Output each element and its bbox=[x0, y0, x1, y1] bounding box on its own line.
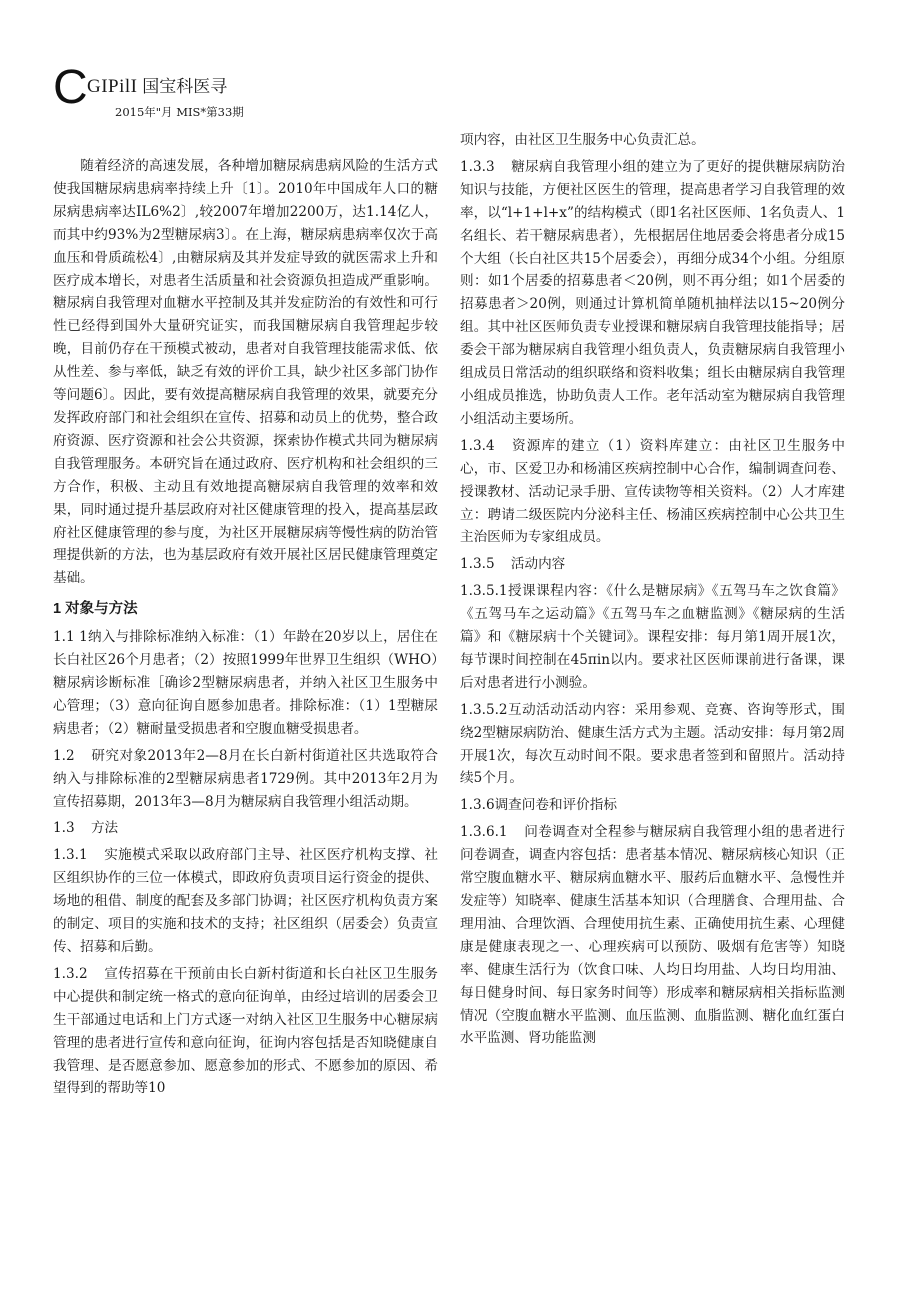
section-number: 1.3.4 bbox=[460, 437, 495, 454]
subsection-title-activity bbox=[460, 553, 845, 576]
journal-name-cn: 国宝科医寻 bbox=[142, 77, 228, 96]
section-number: 1.3.1 bbox=[53, 847, 88, 864]
paragraph-text: 资源库的建立（1）资料库建立：由社区卫生服务中心，市、区爱卫办和杨浦区疾病控制中心合作，编制调查问卷、授课教材、活动记录手册、宣传读物等相关资料。（2）人才库建立：聘请二级医院内分泌科主任、杨浦区疾病控制中心公共卫生主治医师为专家组成员。 bbox=[460, 437, 845, 546]
section-number: 1.3.5 bbox=[460, 556, 495, 573]
paragraph-text: 宣传招募在干预前由长白新村街道和长白社区卫生服务中心提供和制定统一格式的意向征询单，由经过培训的居委会卫生干部通过电话和上门方式逐一对纳入社区卫生服务中心糖尿病管理的患者进行宣传和意向征询，征询内容包括是否知晓健康自我管理、是否愿意参加、愿意参加的形式、不愿参加的原因、希望得到的帮助等10 bbox=[53, 965, 438, 1097]
paragraph-continuation: 项内容，由社区卫生服务中心负责汇总。 bbox=[460, 132, 705, 148]
journal-logo-letter: C bbox=[53, 61, 86, 114]
issue-info: 2015年"月 MIS*第33期 bbox=[115, 105, 244, 119]
subsection-title-survey: 1.3.6调查问卷和评价指标 bbox=[460, 797, 617, 814]
paragraph-1-3-3 bbox=[460, 156, 845, 431]
section-number: 1.3 bbox=[53, 820, 75, 837]
right-column bbox=[460, 129, 845, 1054]
subsection-title-text: 方法 bbox=[90, 820, 119, 837]
paragraph-1-3-1 bbox=[53, 844, 438, 959]
paragraph-1-3-5-2: 1.3.5.2互动活动活动内容：采用参观、竞赛、咨询等形式，围绕2型糖尿病防治、健康生活方式为主题。活动安排：每月第2周开展1次，每次互动时间不限。要求患者签到和留照片。活动持续5个月。 bbox=[460, 701, 845, 787]
left-column bbox=[53, 155, 438, 1104]
paragraph-text: 研究对象2013年2—8月在长白新村街道社区共选取符合纳入与排除标准的2型糖尿病患者1729例。其中2013年2月为宣传招募期，2013年3—8月为糖尿病自我管理小组活动期。 bbox=[53, 747, 438, 810]
journal-name-latin: GIPilI bbox=[87, 76, 138, 97]
section-number: 1.2 bbox=[53, 747, 75, 764]
section-number: 1.3.3 bbox=[460, 158, 495, 175]
journal-header bbox=[53, 61, 453, 128]
subsection-title-text: 活动内容 bbox=[510, 556, 566, 573]
paragraph-1-2 bbox=[53, 745, 438, 814]
paragraph-1-1-1: 1.1 1纳入与排除标准纳入标准：（1）年龄在20岁以上，居住在长白社区26个月患者；（2）按照1999年世界卫生组织（WHO）糖尿病诊断标准［确诊2型糖尿病患者，并纳入社区卫生服务中心管理；（3）意向征询自愿参加患者。排除标准：（1）1型糖尿病患者；（2）糖耐量受损患者和空腹血糖受损患者。 bbox=[53, 629, 438, 737]
section-number: 1.3.6.1 bbox=[460, 824, 508, 841]
paragraph-text: 糖尿病自我管理小组的建立为了更好的提供糖尿病防治知识与技能，方便社区医生的管理，提高患者学习自我管理的效率，以“l+1+l+x”的结构模式（即1名社区医师、1名负责人、1名组长、若干糖尿病患者），先根据居住地居委会将患者分成15个大组（长白社区共15个居委会），再细分成34个小组。分组原则：如1个居委的招募患者＜20例，则不再分组；如1个居委的招募患者＞20例，则通过计算机简单随机抽样法以15~20例分组。其中社区医师负责专业授课和糖尿病自我管理技能指导；居委会干部为糖尿病自我管理小组负责人，负责糖尿病自我管理小组成员日常活动的组织联络和资料收集；组长由糖尿病自我管理小组成员推选，协助负责人工作。老年活动室为糖尿病自我管理小组活动主要场所。 bbox=[460, 158, 845, 427]
intro-paragraph: 随着经济的高速发展，各种增加糖尿病患病风险的生活方式使我国糖尿病患病率持续上升〔1〕。2010年中国成年人口的糖尿病患病率达IL6%2〕,较2007年增加2200万，达1.14亿人，而其中约93%为2型糖尿病3〕。在上海，糖尿病患病率仅次于高血压和骨质疏松4〕,由糖尿病及其并发症导致的就医需求上升和医疗成本增长，对患者生活质量和社会资源负担造成严重影响。糖尿病自我管理对血糖水平控制及其并发症防治的有效性和可行性已经得到国外大量研究证实，而我国糖尿病自我管理起步较晚，目前仍存在干预模式被动，患者对自我管理技能需求低、依从性差、参与率低，缺乏有效的评价工具，缺少社区多部门协作等问题6〕。因此，要有效提高糖尿病自我管理的效果，就要充分发挥政府部门和社会组织在宣传、招募和动员上的优势，整合政府资源、医疗资源和社会公共资源，探索协作模式共同为糖尿病自我管理服务。本研究旨在通过政府、医疗机构和社会组织的三方合作，积极、主动且有效地提高糖尿病自我管理的效率和效果，同时通过提升基层政府对社区健康管理的投入，提高基层政府社区健康管理的参与度，为社区开展糖尿病等慢性病的防治管理提供新的方法，也为基层政府有效开展社区居民健康管理奠定基础。 bbox=[53, 158, 438, 587]
section-title-objects-methods: 1 对象与方法 bbox=[53, 601, 138, 618]
paragraph-1-3-6-1 bbox=[460, 821, 845, 1050]
subsection-title-methods bbox=[53, 817, 438, 840]
paragraph-1-3-2 bbox=[53, 963, 438, 1100]
paragraph-1-3-5-1: 1.3.5.1授课课程内容：《什么是糖尿病》《五驾马车之饮食篇》《五驾马车之运动篇》《五驾马车之血糖监测》《糖尿病的生活篇》和《糖尿病十个关键词》。课程安排：每月第1周开展1次，每节课时间控制在45πin以内。要求社区医师课前进行备课，课后对患者进行小测验。 bbox=[460, 583, 845, 691]
journal-name bbox=[87, 76, 227, 98]
section-number: 1.3.2 bbox=[53, 965, 88, 982]
paragraph-1-3-4 bbox=[460, 435, 845, 550]
paragraph-text: 问卷调查对全程参与糖尿病自我管理小组的患者进行问卷调查，调查内容包括：患者基本情况、糖尿病核心知识（正常空腹血糖水平、糖尿病血糖水平、服药后血糖水平、急慢性并发症等）知晓率、健康生活基本知识（合理膳食、合理用盐、合理用油、合理饮酒、合理使用抗生素、正确使用抗生素、心理健康是健康表现之一、心理疾病可以预防、吸烟有危害等）知晓率、健康生活行为（饮食口味、人均日均用盐、人均日均用油、每日健身时间、每日家务时间等）形成率和糖尿病相关指标监测情况（空腹血糖水平监测、血压监测、血脂监测、糖化血红蛋白水平监测、肾功能监测 bbox=[460, 824, 845, 1047]
paragraph-text: 实施模式采取以政府部门主导、社区医疗机构支撑、社区组织协作的三位一体模式，即政府负责项目运行资金的提供、场地的租借、制度的配套及多部门协调；社区医疗机构负责方案的制定、项目的实施和技术的支持；社区组织（居委会）负责宣传、招募和后勤。 bbox=[53, 847, 438, 955]
